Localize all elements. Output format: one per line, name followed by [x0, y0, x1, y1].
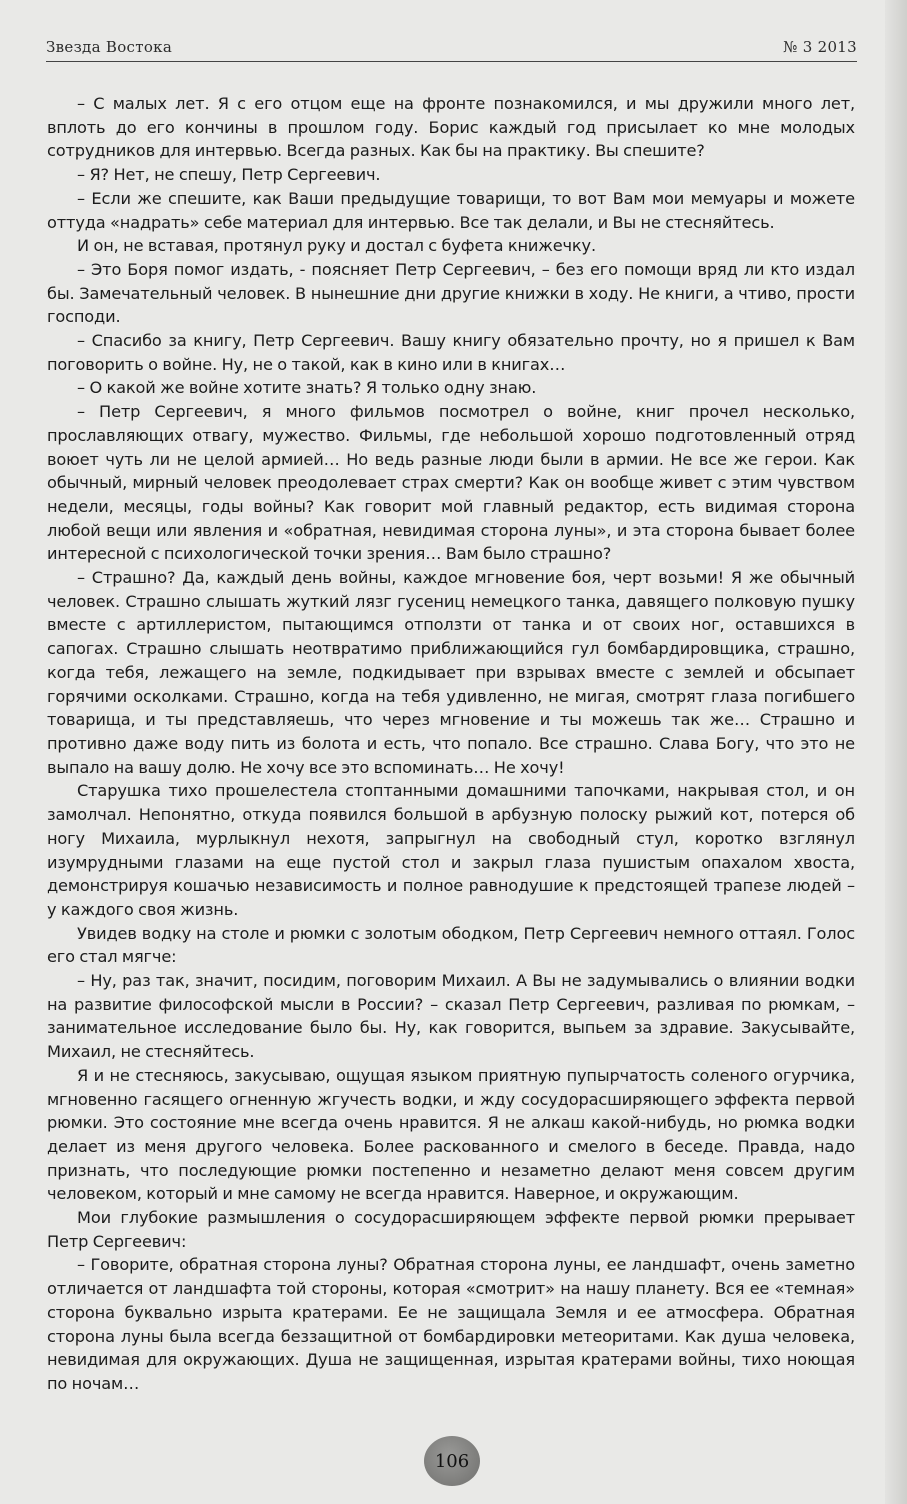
paragraph: – О какой же войне хотите знать? Я только одну знаю.	[77, 378, 537, 398]
paragraph: – С малых лет. Я с его отцом еще на фронте познакомился, и мы дружили много лет, вплоть до его кончины в прошлом году. Борис каждый год присылает ко мне молодых сотрудников для интервью. Всегда разных. Как бы на практику. Вы спешите?	[47, 94, 855, 161]
paragraph: – Страшно? Да, каждый день войны, каждое мгновение боя, черт возьми! Я же обычный человек. Страшно слышать жуткий лязг гусениц немецкого танка, давящего полковую пушку вместе с артиллеристом, пытающимся отползти от танка и от своих ног, оставшихся в сапогах. Страшно слышать неотвратимо приближающийся гул бомбардировщика, страшно, когда тебя, лежащего на земле, подкидывает при взрывах вместе с землей и обсыпает горячими осколками. Страшно, когда на тебя удивленно, не мигая, смотрят глаза погибшего товарища, и ты представляешь, что через мгновение и ты можешь так же… Страшно и противно даже воду пить из болота и есть, что попало. Все страшно. Слава Богу, что это не выпало на вашу долю. Не хочу все это вспоминать… Не хочу!	[47, 568, 855, 777]
paragraph: – Спасибо за книгу, Петр Сергеевич. Вашу книгу обязательно прочту, но я пришел к Вам поговорить о войне. Ну, не о такой, как в кино или в книгах…	[47, 331, 855, 374]
paragraph: Старушка тихо прошелестела стоптанными домашними тапочками, накрывая стол, и он замолчал. Непонятно, откуда появился большой в арбузную полоску рыжий кот, потерся об ногу Михаила, мурлыкнул нехотя, запрыгнул на свободный стул, коротко взглянул изумрудными глазами на еще пустой стол и закрыл глаза пушистым опахалом хвоста, демонстрируя кошачью независимость и полное равнодушие к предстоящей трапезе людей – у каждого своя жизнь.	[47, 781, 855, 919]
page-number-badge	[424, 1436, 480, 1486]
paragraph: Я и не стесняюсь, закусываю, ощущая языком приятную пупырчатость соленого огурчика, мгновенно гасящего огненную жгучесть водки, и жду сосудорасширяющего эффекта первой рюмки. Это состояние мне всегда очень нравится. Я не алкаш какой-нибудь, но рюмка водки делает из меня другого человека. Более раскованного и смелого в беседе. Правда, надо признать, что последующие рюмки постепенно и незаметно делают меня совсем другим человеком, который и мне самому не всегда нравится. Наверное, и окружающим.	[47, 1065, 855, 1204]
paragraph: – Я? Нет, не спешу, Петр Сергеевич.	[77, 165, 381, 185]
article-text	[47, 92, 855, 1396]
paragraph: – Говорите, обратная сторона луны? Обратная сторона луны, ее ландшафт, очень заметно отличается от ландшафта той стороны, которая «смотрит» на нашу планету. Вся ее «темная» сторона буквально изрыта кратерами. Ее не защищала Земля и ее атмосфера. Обратная сторона луны была всегда беззащитной от бомбардировки метеоритами. Как душа человека, невидимая для окружающих. Душа не защищенная, изрытая кратерами войны, тихо ноющая по ночам…	[47, 1255, 855, 1393]
journal-title: Звезда Востока	[46, 38, 173, 56]
issue-number: № 3 2013	[783, 38, 857, 56]
paragraph: – Ну, раз так, значит, посидим, поговорим Михаил. А Вы не задумывались о влиянии водки на развитие философской мысли в России? – сказал Петр Сергеевич, разливая по рюмкам, – занимательное исследование было бы. Ну, как говорится, выпьем за здравие. Закусывайте, Михаил, не стесняйтесь.	[47, 971, 855, 1062]
running-header	[46, 33, 857, 62]
paragraph: – Петр Сергеевич, я много фильмов посмотрел о войне, книг прочел несколько, прославляющих отвагу, мужество. Фильмы, где небольшой хорошо подготовленный отряд воюет чуть ли не целой армией… Но ведь разные люди были в армии. Не все же герои. Как обычный, мирный человек преодолевает страх смерти? Как он вообще живет с этим чувством недели, месяцы, годы войны? Как говорит мой главный редактор, есть видимая сторона любой вещи или явления и «обратная, невидимая сторона луны», и эта сторона бывает более интересной с психологической точки зрения… Вам было страшно?	[47, 402, 855, 564]
paragraph: Увидев водку на столе и рюмки с золотым ободком, Петр Сергеевич немного оттаял. Голос его стал мягче:	[47, 923, 855, 967]
page-number: 106	[434, 1450, 470, 1472]
paragraph: Мои глубокие размышления о сосудорасширяющем эффекте первой рюмки прерывает Петр Сергеевич:	[47, 1208, 855, 1251]
page-edge	[885, 0, 907, 1504]
paragraph: И он, не вставая, протянул руку и достал с буфета книжечку.	[77, 236, 596, 256]
paragraph: – Если же спешите, как Ваши предыдущие товарищи, то вот Вам мои мемуары и можете оттуда «надрать» себе материал для интервью. Все так делали, и Вы не стесняйтесь.	[47, 188, 855, 232]
paragraph: – Это Боря помог издать, - поясняет Петр Сергеевич, – без его помощи вряд ли кто издал бы. Замечательный человек. В нынешние дни другие книжки в ходу. Не книги, а чтиво, прости господи.	[47, 259, 855, 327]
